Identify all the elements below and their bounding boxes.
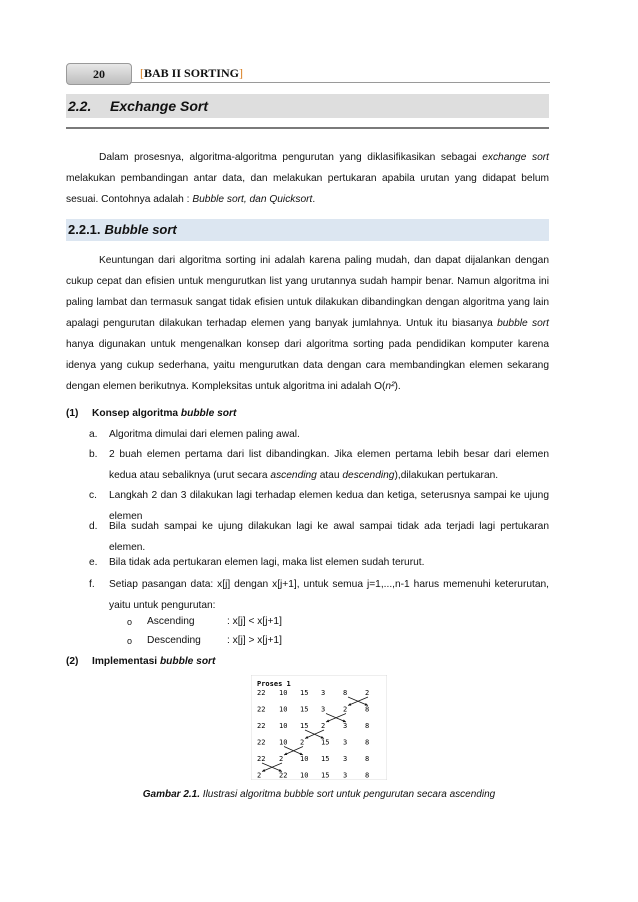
bullet-mark: o — [127, 636, 133, 646]
list-letter: d. — [89, 521, 98, 532]
figure-number: 15 — [321, 771, 330, 780]
chapter-header — [140, 64, 243, 82]
page-number: 20 — [93, 67, 105, 81]
figure-title: Proses 1 — [257, 680, 291, 688]
list-letter: a. — [89, 429, 98, 440]
caption-text: Ilustrasi algoritma bubble sort untuk pengurutan secara ascending — [200, 789, 496, 800]
list-text: Algoritma dimulai dari elemen paling awal. — [109, 429, 300, 440]
figure-number: 10 — [279, 738, 288, 747]
list-text: Bila tidak ada pertukaran elemen lagi, maka list elemen sudah terurut. — [109, 557, 425, 568]
para2-text-2: hanya digunakan untuk mengenalkan konsep dari algoritma sorting pada pendidikan komputer karena idenya yang cukup sederhana, yaitu mengurutkan data dengan cara membandingkan elemen sekarang dengan elemen berikutnya. Kompleksitas untuk algoritma ini adalah O( — [66, 339, 549, 392]
figure-number: 22 — [257, 689, 266, 697]
list-letter: c. — [89, 490, 97, 501]
figure-number: 2 — [279, 755, 284, 763]
bullet-label: Ascending — [147, 616, 195, 627]
bullet-value: : x[j] > x[j+1] — [227, 635, 282, 646]
para2-complexity: n² — [385, 381, 395, 392]
list-text: 2 buah elemen pertama dari list dibandingkan. Jika elemen pertama lebih besar dari elemen kedua atau sebaliknya (urut secara ascending atau descending),dilakukan pertukaran. — [109, 449, 549, 481]
para1-term: exchange sort — [482, 152, 550, 163]
list-letter: e. — [89, 557, 98, 568]
list-item-a — [89, 424, 549, 445]
figure-number: 22 — [257, 722, 266, 730]
figure-number: 2 — [343, 705, 348, 714]
heading-implementasi — [66, 652, 215, 672]
bullet-label: Descending — [147, 635, 201, 646]
para1-examples: Bubble sort, dan Quicksort — [192, 194, 313, 205]
list-text: Langkah 2 dan 3 dilakukan lagi terhadap elemen kedua dan ketiga, seterusnya sampai ke ujung elemen — [109, 490, 549, 522]
para2-text: Keuntungan dari algoritma sorting ini adalah karena paling mudah, dan dapat dijalankan dengan cukup cepat dan efisien untuk mengurutkan list yang urutannya sudah hampir benar. Namun algoritma ini paling lambat dan termasuk sangat tidak efisien untuk dilakukan dibandingkan dengan algoritma yang lain apalagi pengurutan dilakukan terhadap elemen yang banyak jumlahnya. Untuk itu biasanya — [66, 255, 549, 329]
header-divider — [130, 82, 550, 83]
figure-number: 3 — [343, 738, 348, 747]
subsection-number: 2.2.1. — [68, 222, 101, 237]
figure-number: 8 — [365, 705, 370, 714]
subsection-title: Bubble sort — [104, 222, 177, 237]
figure-number: 2 — [321, 722, 326, 730]
list-item-f — [89, 574, 549, 616]
figure-number: 2 — [257, 771, 262, 780]
heading2-em: bubble sort — [159, 656, 216, 667]
figure-caption — [66, 787, 572, 803]
figure-number: 3 — [343, 722, 348, 730]
heading2-text: Implementasi — [92, 656, 160, 667]
section-divider — [66, 127, 549, 129]
heading1-number: (1) — [66, 408, 79, 419]
figure-number: 22 — [279, 771, 288, 780]
list-item-b — [89, 444, 549, 486]
section-heading — [68, 96, 208, 116]
chapter-title: BAB II SORTING — [144, 66, 239, 80]
figure-number: 10 — [279, 722, 288, 730]
caption-label: Gambar 2.1. — [142, 789, 201, 800]
list-item-e — [89, 552, 549, 573]
figure-number: 8 — [365, 771, 370, 780]
list-letter: f. — [89, 579, 95, 590]
section-title: Exchange Sort — [110, 98, 209, 114]
figure-number: 22 — [257, 738, 266, 747]
heading1-em: bubble sort — [180, 408, 237, 419]
figure-number: 3 — [343, 771, 348, 780]
figure-number: 22 — [257, 705, 266, 714]
figure-number: 10 — [279, 689, 288, 697]
figure-number: 22 — [257, 755, 266, 763]
figure-number: 3 — [321, 689, 326, 697]
figure-number: 15 — [300, 689, 309, 697]
figure-number: 15 — [300, 722, 309, 730]
heading2-number: (2) — [66, 656, 79, 667]
paragraph-bubble-sort — [66, 250, 549, 397]
figure-number: 8 — [365, 722, 370, 730]
figure-number: 15 — [321, 738, 330, 747]
para1-text: Dalam prosesnya, algoritma-algoritma pengurutan yang diklasifikasikan sebagai — [99, 152, 483, 163]
figure-number: 8 — [365, 738, 370, 747]
figure-number: 8 — [343, 689, 348, 697]
figure-number: 2 — [365, 689, 370, 697]
bracket-close: ] — [238, 66, 243, 80]
bullet-value: : x[j] < x[j+1] — [227, 616, 282, 627]
page-number-tab — [66, 63, 132, 85]
figure-number: 15 — [321, 755, 330, 763]
figure-number: 8 — [365, 755, 370, 763]
figure-number: 2 — [300, 738, 305, 747]
figure-number: 10 — [300, 755, 309, 763]
figure-number: 3 — [343, 755, 348, 763]
list-letter: b. — [89, 449, 98, 460]
heading1-text: Konsep algoritma — [92, 408, 181, 419]
bullet-mark: o — [127, 617, 133, 627]
section-number: 2.2. — [68, 98, 92, 114]
heading-konsep — [66, 404, 236, 424]
bracket-open: [ — [140, 66, 144, 80]
figure-number: 10 — [300, 771, 309, 780]
para2-term: bubble sort — [497, 318, 550, 329]
para2-end: ). — [394, 381, 401, 392]
list-text: Setiap pasangan data: x[j] dengan x[j+1], untuk semua j=1,...,n-1 harus memenuhi keterurutan, yaitu untuk pengurutan: — [109, 579, 549, 611]
list-text: Bila sudah sampai ke ujung dilakukan lagi ke awal sampai tidak ada terjadi lagi pertukaran elemen. — [109, 521, 549, 553]
para1-end: . — [312, 194, 316, 205]
para1-text-2: melakukan pembandingan antar data, dan melakukan pertukaran apabila urutan yang didapat belum sesuai. Contohnya adalah : — [66, 173, 549, 205]
paragraph-exchange-sort — [66, 147, 549, 210]
figure-number: 3 — [321, 705, 326, 714]
bubble-sort-figure — [251, 675, 387, 780]
figure-number: 10 — [279, 705, 288, 714]
figure-number: 15 — [300, 705, 309, 714]
subsection-heading — [68, 220, 177, 240]
